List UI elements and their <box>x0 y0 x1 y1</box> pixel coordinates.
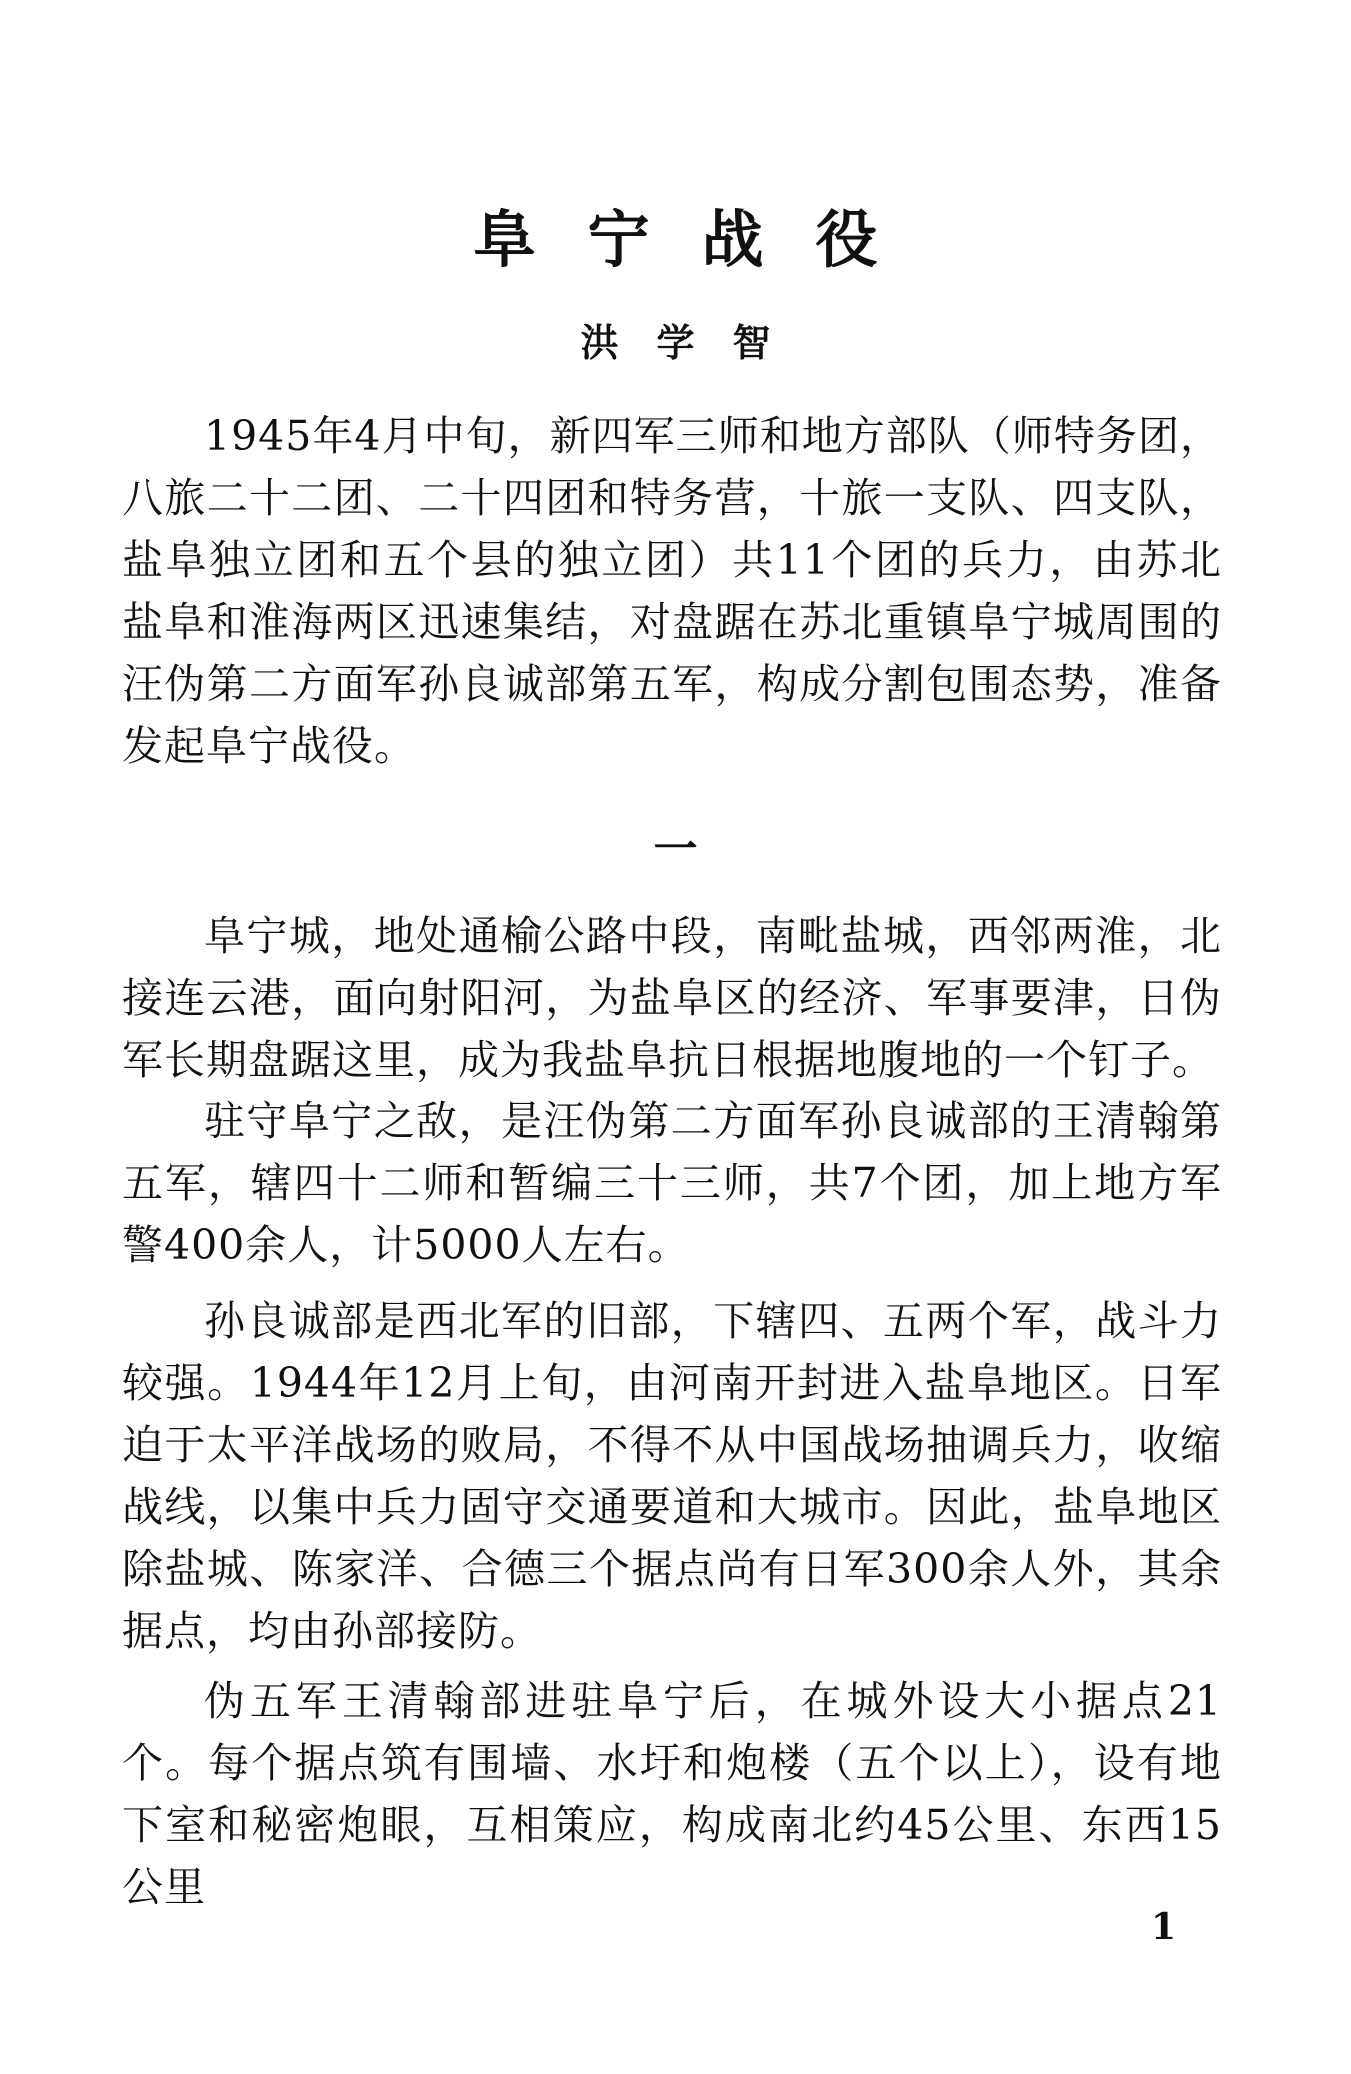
paragraph-enemy-forces: 驻守阜宁之敌，是汪伪第二方面军孙良诚部的王清翰第五军，辖四十二师和暂编三十三师，共7个团，加上地方军警400余人，计5000人左右。 <box>122 1097 1222 1269</box>
page-number: 1 <box>1150 1906 1176 1948</box>
page-title: 阜宁战役 <box>473 203 930 276</box>
paragraph-intro: 1945年4月中旬，新四军三师和地方部队（师特务团，八旅二十二团、二十四团和特务营，十旅一支队、四支队，盐阜独立团和五个县的独立团）共11个团的兵力，由苏北盐阜和淮海两区迅速集结，对盘踞在苏北重镇阜宁城周围的汪伪第二方面军孙良诚部第五军，构成分割包围态势，准备发起阜宁战役。 <box>122 412 1222 770</box>
paragraph-strongholds: 伪五军王清翰部进驻阜宁后，在城外设大小据点21个。每个据点筑有围墙、水圩和炮楼（五个以上），设有地下室和秘密炮眼，互相策应，构成南北约45公里、东西15公里 <box>122 1677 1222 1911</box>
section-marker: 一 <box>653 824 698 875</box>
author-name: 洪学智 <box>580 320 809 365</box>
paragraph-sun-liangcheng: 孙良诚部是西北军的旧部，下辖四、五两个军，战斗力较强。1944年12月上旬，由河南开封进入盐阜地区。日军迫于太平洋战场的败局，不得不从中国战场抽调兵力，收缩战线，以集中兵力固守交通要道和大城市。因此，盐阜地区除盐城、陈家洋、合德三个据点尚有日军300余人外，其余据点，均由孙部接防。 <box>122 1297 1222 1655</box>
paragraph-location: 阜宁城，地处通榆公路中段，南毗盐城，西邻两淮，北接连云港，面向射阳河，为盐阜区的经济、军事要津，日伪军长期盘踞这里，成为我盐阜抗日根据地腹地的一个钉子。 <box>122 912 1222 1084</box>
